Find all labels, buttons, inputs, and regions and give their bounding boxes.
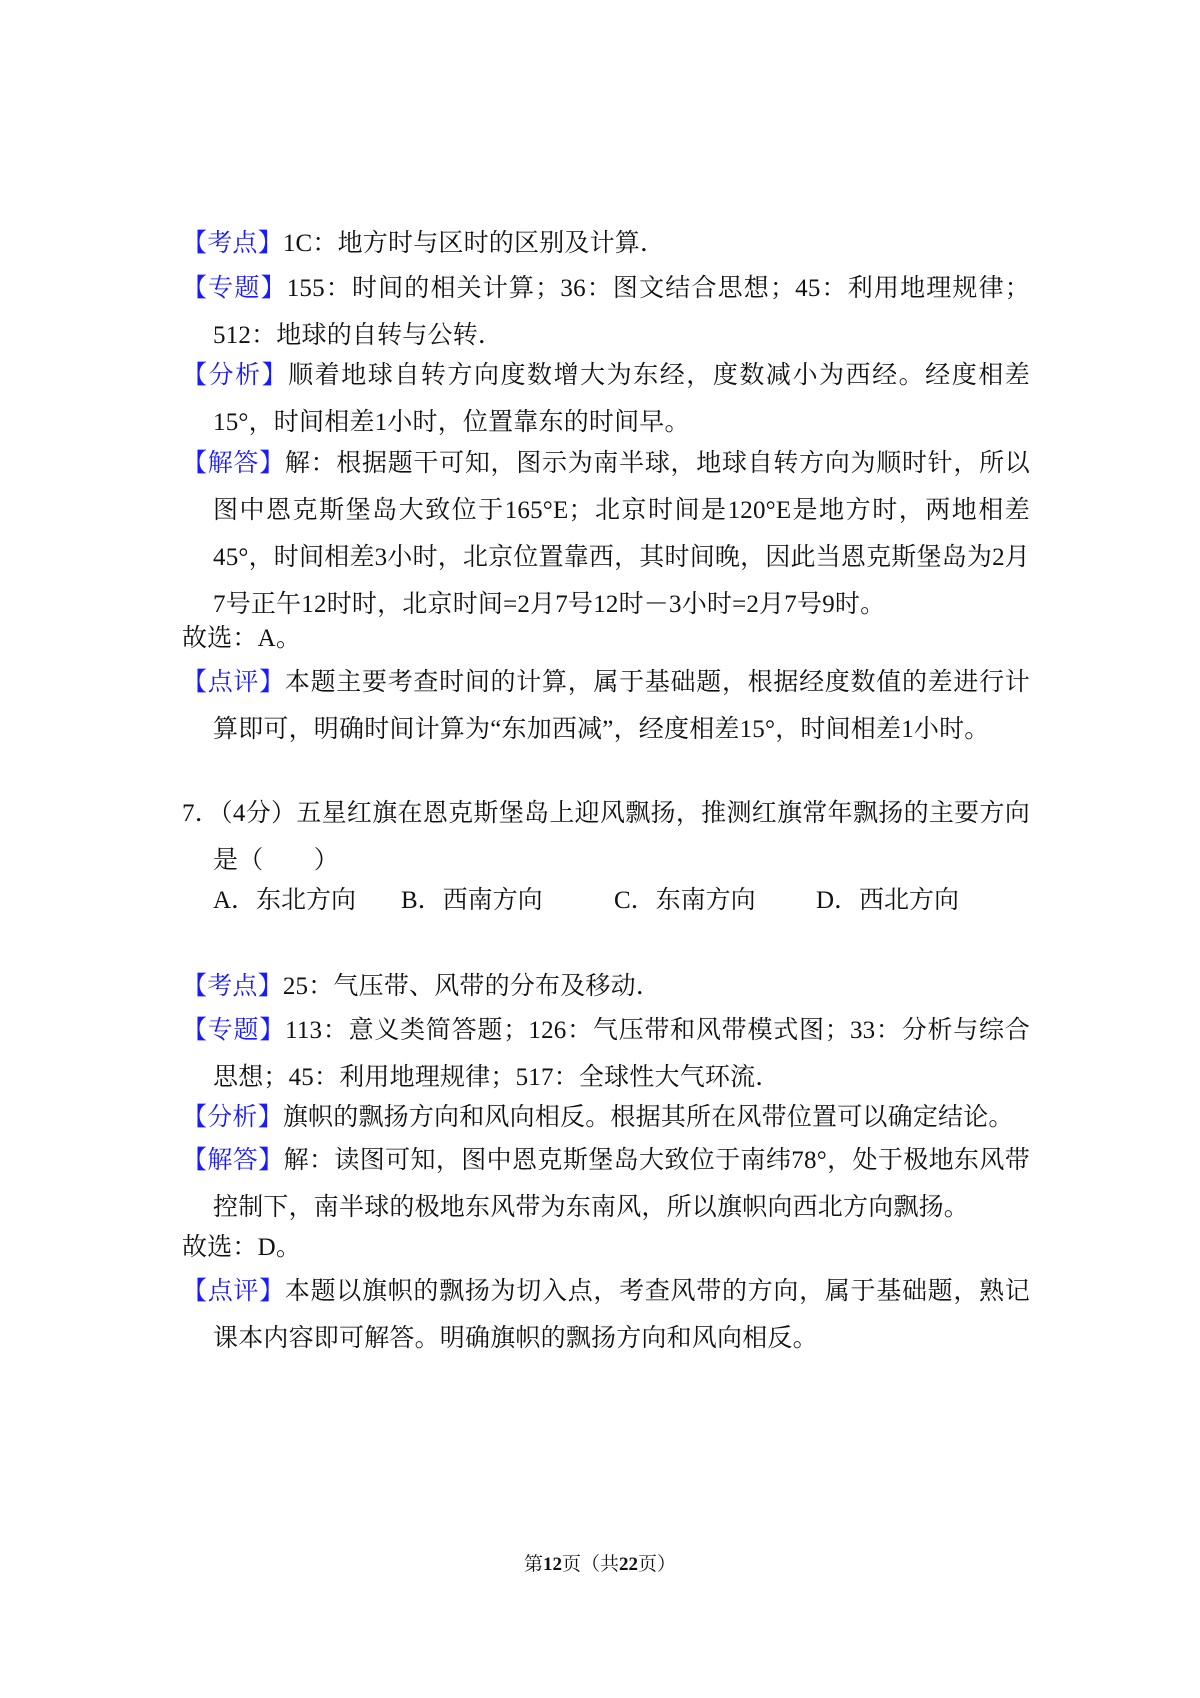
q6-jieda — [182, 440, 1030, 628]
kaodian-tag: 【考点】 — [182, 973, 283, 1000]
q7-options — [213, 877, 959, 924]
dianping-text: 本题主要考查时间的计算，属于基础题，根据经度数值的差进行计算即可，明确时间计算为“东加西减”，经度相差15°，时间相差1小时。 — [213, 669, 1030, 743]
fenxi-text: 旗帜的飘扬方向和风向相反。根据其所在风带位置可以确定结论。 — [282, 1104, 1014, 1131]
kaodian-tag: 【考点】 — [182, 230, 283, 257]
footer-mid: 页（共 — [561, 1554, 619, 1575]
zhuanti-text: 155：时间的相关计算；36：图文结合思想；45：利用地理规律；512：地球的自转与公转． — [213, 275, 1030, 349]
fenxi-tag: 【分析】 — [182, 1104, 283, 1131]
q7-fenxi — [182, 1094, 1030, 1141]
kaodian-text: 25：气压带、风带的分布及移动． — [282, 973, 662, 1000]
dianping-tag: 【点评】 — [182, 1278, 285, 1305]
dianping-tag: 【点评】 — [182, 669, 285, 696]
zhuanti-tag: 【专题】 — [182, 1017, 286, 1044]
q6-kaodian — [182, 220, 1030, 267]
option-a: A．东北方向 — [213, 887, 357, 914]
footer-prefix: 第 — [523, 1554, 543, 1575]
jieda-tag: 【解答】 — [182, 450, 285, 477]
footer-page-number: 12 — [542, 1554, 562, 1575]
q7-dianping — [182, 1268, 1030, 1362]
zhuanti-tag: 【专题】 — [182, 275, 287, 302]
q6-zhuanti — [182, 265, 1030, 359]
jieda-tag: 【解答】 — [182, 1147, 284, 1174]
page-footer — [0, 1553, 1200, 1577]
jieda-text: 解：读图可知，图中恩克斯堡岛大致位于南纬78°，处于极地东风带控制下，南半球的极地东风带为东南风，所以旗帜向西北方向飘扬。 — [213, 1147, 1030, 1221]
option-d: D．西北方向 — [816, 887, 960, 914]
kaodian-text: 1C：地方时与区时的区别及计算． — [282, 230, 666, 257]
footer-total-pages: 22 — [619, 1554, 638, 1575]
fenxi-tag: 【分析】 — [182, 362, 289, 389]
zhuanti-text: 113：意义类简答题；126：气压带和风带模式图；33：分析与综合思想；45：利用地理规律；517：全球性大气环流． — [213, 1017, 1030, 1091]
option-c: C．东南方向 — [614, 887, 756, 914]
footer-suffix: 页） — [638, 1554, 677, 1575]
dianping-text: 本题以旗帜的飘扬为切入点，考查风带的方向，属于基础题，熟记课本内容即可解答。明确旗帜的飘扬方向和风向相反。 — [213, 1278, 1030, 1352]
q7-kaodian — [182, 963, 1030, 1010]
q6-answer: 故选：A。 — [182, 625, 302, 652]
q7-answer: 故选：D。 — [182, 1234, 302, 1261]
q7-zhuanti — [182, 1007, 1030, 1101]
q6-fenxi — [182, 352, 1030, 446]
q7-stem: 7．（4分）五星红旗在恩克斯堡岛上迎风飘扬，推测红旗常年飘扬的主要方向是（ ） — [182, 800, 1030, 874]
option-b: B．西南方向 — [401, 887, 543, 914]
q7-jieda — [182, 1137, 1030, 1231]
fenxi-text: 顺着地球自转方向度数增大为东经，度数减小为西经。经度相差15°，时间相差1小时，位置靠东的时间早。 — [213, 362, 1030, 436]
q6-dianping — [182, 659, 1030, 753]
jieda-text: 解：根据题干可知，图示为南半球，地球自转方向为顺时针，所以图中恩克斯堡岛大致位于165°E；北京时间是120°E是地方时，两地相差45°，时间相差3小时，北京位置靠西，其时间晚，因此当恩克斯堡岛为2月7号正午12时时，北京时间=2月7号12时－3小时=2月7号9时。 — [213, 450, 1031, 618]
